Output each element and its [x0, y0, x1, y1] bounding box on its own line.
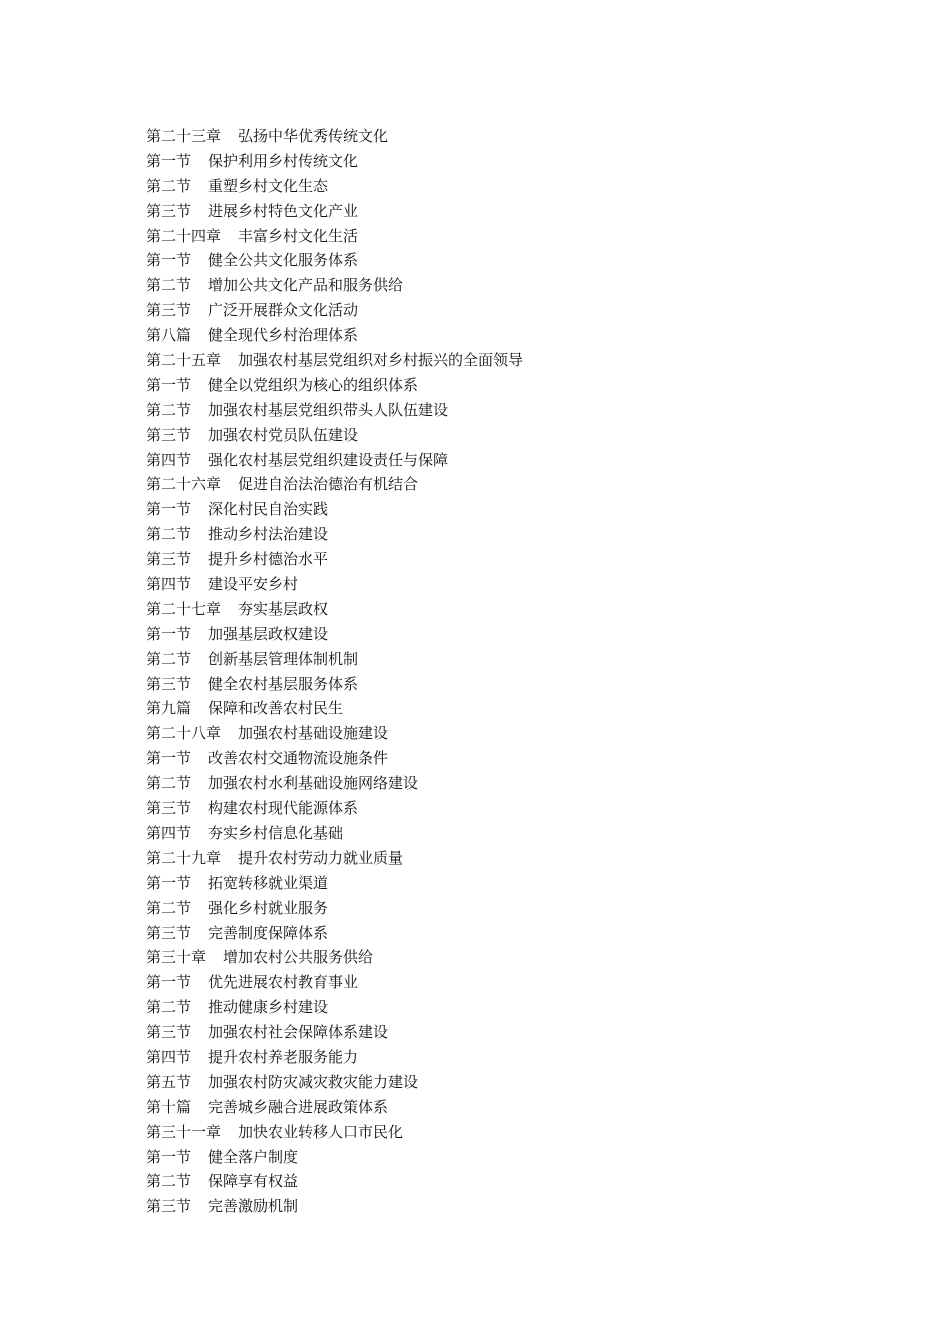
toc-entry — [146, 199, 523, 224]
toc-entry-label: 第二节 — [146, 525, 192, 544]
toc-entry-label: 第九篇 — [146, 699, 192, 718]
toc-entry — [146, 1020, 523, 1045]
toc-entry — [146, 721, 523, 746]
toc-entry — [146, 622, 523, 647]
toc-entry-label: 第二节 — [146, 898, 192, 917]
toc-entry-title: 提升乡村德治水平 — [208, 550, 329, 569]
toc-entry-label: 第二节 — [146, 1172, 192, 1191]
toc-entry-label: 第二节 — [146, 998, 192, 1017]
toc-entry-title: 夯实基层政权 — [238, 599, 329, 618]
toc-entry-title: 深化村民自治实践 — [208, 500, 329, 519]
toc-entry-title: 重塑乡村文化生态 — [208, 176, 329, 195]
toc-entry-label: 第十篇 — [146, 1097, 192, 1116]
toc-entry-title: 完善激励机制 — [208, 1197, 299, 1216]
toc-entry — [146, 273, 523, 298]
toc-entry — [146, 224, 523, 249]
toc-entry — [146, 871, 523, 896]
toc-entry — [146, 796, 523, 821]
toc-entry-title: 增加公共文化产品和服务供给 — [208, 276, 404, 295]
toc-entry-label: 第三节 — [146, 1023, 192, 1042]
toc-entry-label: 第三十一章 — [146, 1122, 222, 1141]
toc-entry — [146, 846, 523, 871]
toc-entry-title: 弘扬中华优秀传统文化 — [238, 127, 389, 145]
toc-entry — [146, 248, 523, 273]
toc-entry-title: 拓宽转移就业渠道 — [208, 873, 329, 892]
toc-entry — [146, 572, 523, 597]
toc-entry-label: 第二节 — [146, 774, 192, 793]
toc-entry-title: 加强农村党员队伍建设 — [208, 425, 359, 444]
toc-entry-label: 第一节 — [146, 624, 192, 643]
toc-entry — [146, 746, 523, 771]
toc-entry-title: 加强农村水利基础设施网络建设 — [208, 774, 419, 793]
toc-entry — [146, 149, 523, 174]
toc-entry-title: 健全农村基层服务体系 — [208, 674, 359, 693]
toc-entry-title: 丰富乡村文化生活 — [238, 226, 359, 245]
toc-entry-title: 健全公共文化服务体系 — [208, 251, 359, 270]
toc-entry-title: 建设平安乡村 — [208, 575, 299, 594]
toc-entry — [146, 522, 523, 547]
toc-entry-title: 优先进展农村教育事业 — [208, 973, 359, 992]
toc-entry-label: 第二节 — [146, 276, 192, 295]
toc-entry — [146, 1120, 523, 1145]
toc-entry-title: 加强农村防灾减灾救灾能力建设 — [208, 1072, 419, 1091]
toc-entry — [146, 448, 523, 473]
toc-entry-title: 进展乡村特色文化产业 — [208, 201, 359, 220]
toc-entry — [146, 995, 523, 1020]
toc-entry — [146, 124, 523, 149]
toc-entry-title: 增加农村公共服务供给 — [223, 948, 374, 967]
toc-entry-label: 第一节 — [146, 749, 192, 768]
toc-entry-title: 保护利用乡村传统文化 — [208, 151, 359, 170]
toc-entry-label: 第二十六章 — [146, 475, 222, 494]
toc-entry-label: 第二十五章 — [146, 351, 222, 370]
toc-entry-label: 第一节 — [146, 1147, 192, 1166]
toc-entry — [146, 497, 523, 522]
toc-entry-title: 加强基层政权建设 — [208, 624, 329, 643]
toc-entry — [146, 1169, 523, 1194]
toc-entry — [146, 1070, 523, 1095]
toc-entry — [146, 1095, 523, 1120]
toc-entry-label: 第一节 — [146, 873, 192, 892]
toc-entry — [146, 771, 523, 796]
toc-entry-title: 健全现代乡村治理体系 — [208, 326, 359, 345]
toc-entry-title: 促进自治法治德治有机结合 — [238, 475, 419, 494]
toc-entry-label: 第三节 — [146, 301, 192, 320]
toc-entry-label: 第一节 — [146, 973, 192, 992]
toc-entry-title: 强化农村基层党组织建设责任与保障 — [208, 450, 449, 469]
toc-entry-label: 第二十三章 — [146, 127, 222, 145]
toc-entry-title: 健全以党组织为核心的组织体系 — [208, 375, 419, 394]
toc-entry-title: 完善城乡融合进展政策体系 — [208, 1097, 389, 1116]
toc-entry-title: 夯实乡村信息化基础 — [208, 823, 344, 842]
toc-entry — [146, 373, 523, 398]
toc-entry — [146, 472, 523, 497]
toc-entry-label: 第二节 — [146, 176, 192, 195]
toc-entry — [146, 597, 523, 622]
toc-entry — [146, 647, 523, 672]
toc-entry-title: 广泛开展群众文化活动 — [208, 301, 359, 320]
toc-entry-label: 第四节 — [146, 823, 192, 842]
toc-entry-label: 第二十八章 — [146, 724, 222, 743]
toc-entry-label: 第三节 — [146, 674, 192, 693]
toc-entry-title: 改善农村交通物流设施条件 — [208, 749, 389, 768]
toc-entry — [146, 945, 523, 970]
toc-entry-title: 提升农村劳动力就业质量 — [238, 848, 404, 867]
toc-entry-label: 第三节 — [146, 201, 192, 220]
toc-entry-label: 第三十章 — [146, 948, 207, 967]
toc-entry-title: 提升农村养老服务能力 — [208, 1047, 359, 1066]
toc-entry-title: 推动乡村法治建设 — [208, 525, 329, 544]
toc-entry-title: 构建农村现代能源体系 — [208, 799, 359, 818]
toc-entry-title: 保障享有权益 — [208, 1172, 299, 1191]
toc-entry — [146, 1145, 523, 1170]
toc-entry — [146, 323, 523, 348]
toc-entry — [146, 398, 523, 423]
toc-entry-title: 保障和改善农村民生 — [208, 699, 344, 718]
toc-entry-label: 第五节 — [146, 1072, 192, 1091]
toc-entry-label: 第一节 — [146, 151, 192, 170]
toc-entry-title: 加强农村基层党组织带头人队伍建设 — [208, 400, 449, 419]
table-of-contents — [146, 124, 523, 1219]
toc-entry-label: 第二十四章 — [146, 226, 222, 245]
toc-entry — [146, 298, 523, 323]
toc-entry — [146, 1194, 523, 1219]
toc-entry — [146, 696, 523, 721]
toc-entry — [146, 423, 523, 448]
toc-entry-label: 第二节 — [146, 649, 192, 668]
toc-entry-label: 第一节 — [146, 251, 192, 270]
toc-entry-label: 第八篇 — [146, 326, 192, 345]
toc-entry — [146, 921, 523, 946]
toc-entry-title: 加强农村基层党组织对乡村振兴的全面领导 — [238, 351, 524, 370]
toc-entry-title: 创新基层管理体制机制 — [208, 649, 359, 668]
toc-entry-label: 第二十九章 — [146, 848, 222, 867]
toc-entry-label: 第一节 — [146, 500, 192, 519]
toc-entry-title: 加强农村社会保障体系建设 — [208, 1023, 389, 1042]
toc-entry-label: 第四节 — [146, 1047, 192, 1066]
toc-entry — [146, 1045, 523, 1070]
toc-entry — [146, 896, 523, 921]
toc-entry-label: 第二节 — [146, 400, 192, 419]
toc-entry-title: 强化乡村就业服务 — [208, 898, 329, 917]
toc-entry-label: 第三节 — [146, 923, 192, 942]
toc-entry-label: 第三节 — [146, 550, 192, 569]
toc-entry — [146, 547, 523, 572]
toc-entry — [146, 821, 523, 846]
toc-entry-label: 第三节 — [146, 799, 192, 818]
toc-entry — [146, 970, 523, 995]
toc-entry-title: 加快农业转移人口市民化 — [238, 1122, 404, 1141]
toc-entry-label: 第四节 — [146, 450, 192, 469]
toc-entry-title: 完善制度保障体系 — [208, 923, 329, 942]
toc-entry-label: 第三节 — [146, 1197, 192, 1216]
toc-entry-title: 健全落户制度 — [208, 1147, 299, 1166]
toc-entry — [146, 348, 523, 373]
toc-entry — [146, 672, 523, 697]
toc-entry-title: 推动健康乡村建设 — [208, 998, 329, 1017]
toc-entry-label: 第三节 — [146, 425, 192, 444]
toc-entry-label: 第四节 — [146, 575, 192, 594]
toc-entry-label: 第一节 — [146, 375, 192, 394]
toc-entry — [146, 174, 523, 199]
toc-entry-title: 加强农村基础设施建设 — [238, 724, 389, 743]
toc-entry-label: 第二十七章 — [146, 599, 222, 618]
